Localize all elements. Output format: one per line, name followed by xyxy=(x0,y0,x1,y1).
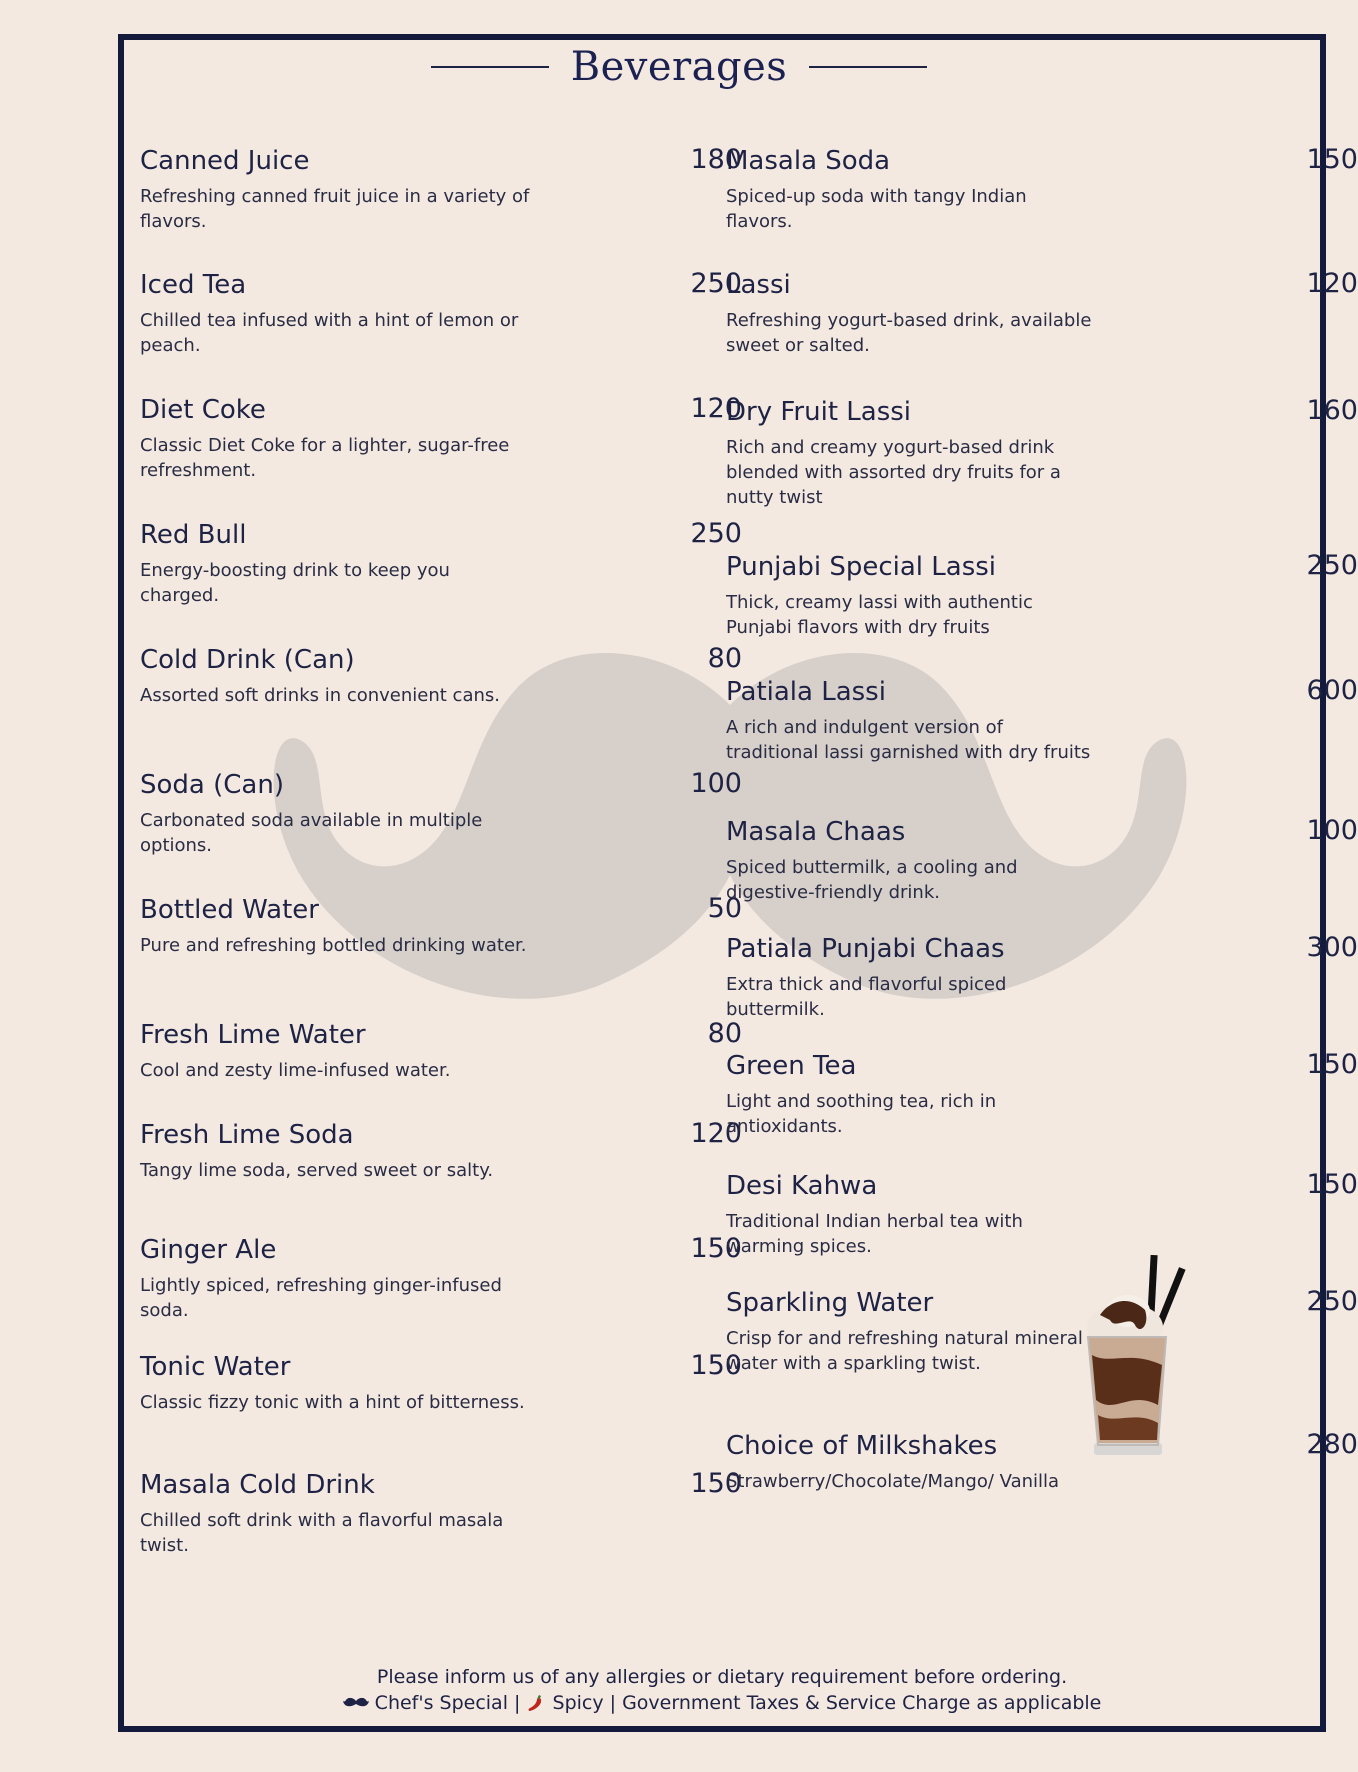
item-description: Thick, creamy lassi with authentic Punjabi flavors with dry fruits xyxy=(726,592,1033,638)
item-price: 150 xyxy=(1306,1049,1358,1080)
spicy-label: Spicy | Government Taxes & Service Charge as applicable xyxy=(552,1691,1102,1714)
item-price: 250 xyxy=(1306,550,1358,581)
item-name: Desi Kahwa xyxy=(726,1171,878,1201)
item-price: 180 xyxy=(690,144,742,175)
item-description: Light and soothing tea, rich in antioxidants. xyxy=(726,1091,997,1137)
item-price: 600 xyxy=(1306,675,1358,706)
item-name: Tonic Water xyxy=(140,1352,291,1382)
item-price: 150 xyxy=(690,1468,742,1499)
chili-icon xyxy=(526,1693,546,1713)
item-price: 80 xyxy=(707,1018,742,1049)
item-name: Ginger Ale xyxy=(140,1235,277,1265)
mustache-icon xyxy=(343,1697,369,1709)
item-name: Patiala Lassi xyxy=(726,677,886,707)
item-description: Spiced-up soda with tangy Indian flavors. xyxy=(726,186,1027,232)
allergy-notice: Please inform us of any allergies or dietary requirement before ordering. xyxy=(376,1666,1068,1688)
item-description: Traditional Indian herbal tea with warming spices. xyxy=(726,1211,1023,1257)
item-price: 250 xyxy=(690,268,742,299)
item-description: Refreshing yogurt-based drink, available sweet or salted. xyxy=(726,310,1092,356)
item-description: Chilled tea infused with a hint of lemon or peach. xyxy=(140,310,519,356)
item-description: Chilled soft drink with a flavorful masala twist. xyxy=(140,1510,504,1556)
item-description: Cool and zesty lime-infused water. xyxy=(140,1060,451,1081)
item-price: 150 xyxy=(1306,1169,1358,1200)
item-name: Bottled Water xyxy=(140,895,319,925)
item-price: 120 xyxy=(690,393,742,424)
item-name: Cold Drink (Can) xyxy=(140,645,355,675)
item-name: Red Bull xyxy=(140,520,247,550)
item-name: Choice of Milkshakes xyxy=(726,1431,998,1461)
page-title: Beverages xyxy=(570,44,788,90)
item-price: 150 xyxy=(1306,144,1358,175)
item-name: Diet Coke xyxy=(140,395,266,425)
item-name: Dry Fruit Lassi xyxy=(726,397,912,427)
item-description: Refreshing canned fruit juice in a variety of flavors. xyxy=(140,186,530,232)
item-price: 300 xyxy=(1306,932,1358,963)
item-name: Fresh Lime Soda xyxy=(140,1120,354,1150)
footer-legend xyxy=(118,1691,1326,1714)
item-name: Lassi xyxy=(726,270,791,300)
item-description: Extra thick and flavorful spiced buttermilk. xyxy=(726,974,1007,1020)
item-description: Pure and refreshing bottled drinking water. xyxy=(140,935,527,956)
item-price: 150 xyxy=(690,1233,742,1264)
item-name: Masala Chaas xyxy=(726,817,906,847)
item-name: Canned Juice xyxy=(140,146,310,176)
item-description: Assorted soft drinks in convenient cans. xyxy=(140,685,500,706)
item-name: Patiala Punjabi Chaas xyxy=(726,934,1005,964)
chef-special-label: Chef's Special | xyxy=(374,1691,521,1714)
item-name: Iced Tea xyxy=(140,270,247,300)
item-price: 120 xyxy=(690,1118,742,1149)
item-name: Soda (Can) xyxy=(140,770,284,800)
item-description: Classic Diet Coke for a lighter, sugar-free refreshment. xyxy=(140,435,510,481)
item-name: Fresh Lime Water xyxy=(140,1020,366,1050)
item-description: Crisp for and refreshing natural mineral water with a sparkling twist. xyxy=(726,1328,1083,1374)
item-price: 160 xyxy=(1306,395,1358,426)
item-name: Masala Soda xyxy=(726,146,891,176)
title-rule-right xyxy=(809,66,927,68)
item-price: 250 xyxy=(690,518,742,549)
title-rule-left xyxy=(431,66,549,68)
item-price: 280 xyxy=(1306,1429,1358,1460)
item-description: Carbonated soda available in multiple options. xyxy=(140,810,483,856)
item-description: A rich and indulgent version of traditional lassi garnished with dry fruits xyxy=(726,717,1091,763)
item-price: 100 xyxy=(1306,815,1358,846)
item-description: Tangy lime soda, served sweet or salty. xyxy=(140,1160,494,1181)
item-price: 250 xyxy=(1306,1286,1358,1317)
item-description: Spiced buttermilk, a cooling and digestive-friendly drink. xyxy=(726,857,1018,903)
item-price: 80 xyxy=(707,643,742,674)
item-description: Rich and creamy yogurt-based drink blended with assorted dry fruits for a nutty twist xyxy=(726,437,1061,508)
item-name: Masala Cold Drink xyxy=(140,1470,375,1500)
title-row xyxy=(0,44,1358,90)
item-description: Lightly spiced, refreshing ginger-infused soda. xyxy=(140,1275,502,1321)
item-price: 100 xyxy=(690,768,742,799)
item-name: Sparkling Water xyxy=(726,1288,934,1318)
item-price: 50 xyxy=(707,893,742,924)
milkshake-image xyxy=(1070,1255,1200,1465)
item-description: Classic fizzy tonic with a hint of bitterness. xyxy=(140,1392,525,1413)
item-description: Strawberry/Chocolate/Mango/ Vanilla xyxy=(726,1471,1060,1492)
item-price: 120 xyxy=(1306,268,1358,299)
item-name: Punjabi Special Lassi xyxy=(726,552,997,582)
item-description: Energy-boosting drink to keep you charged. xyxy=(140,560,450,606)
item-name: Green Tea xyxy=(726,1051,857,1081)
item-price: 150 xyxy=(690,1350,742,1381)
